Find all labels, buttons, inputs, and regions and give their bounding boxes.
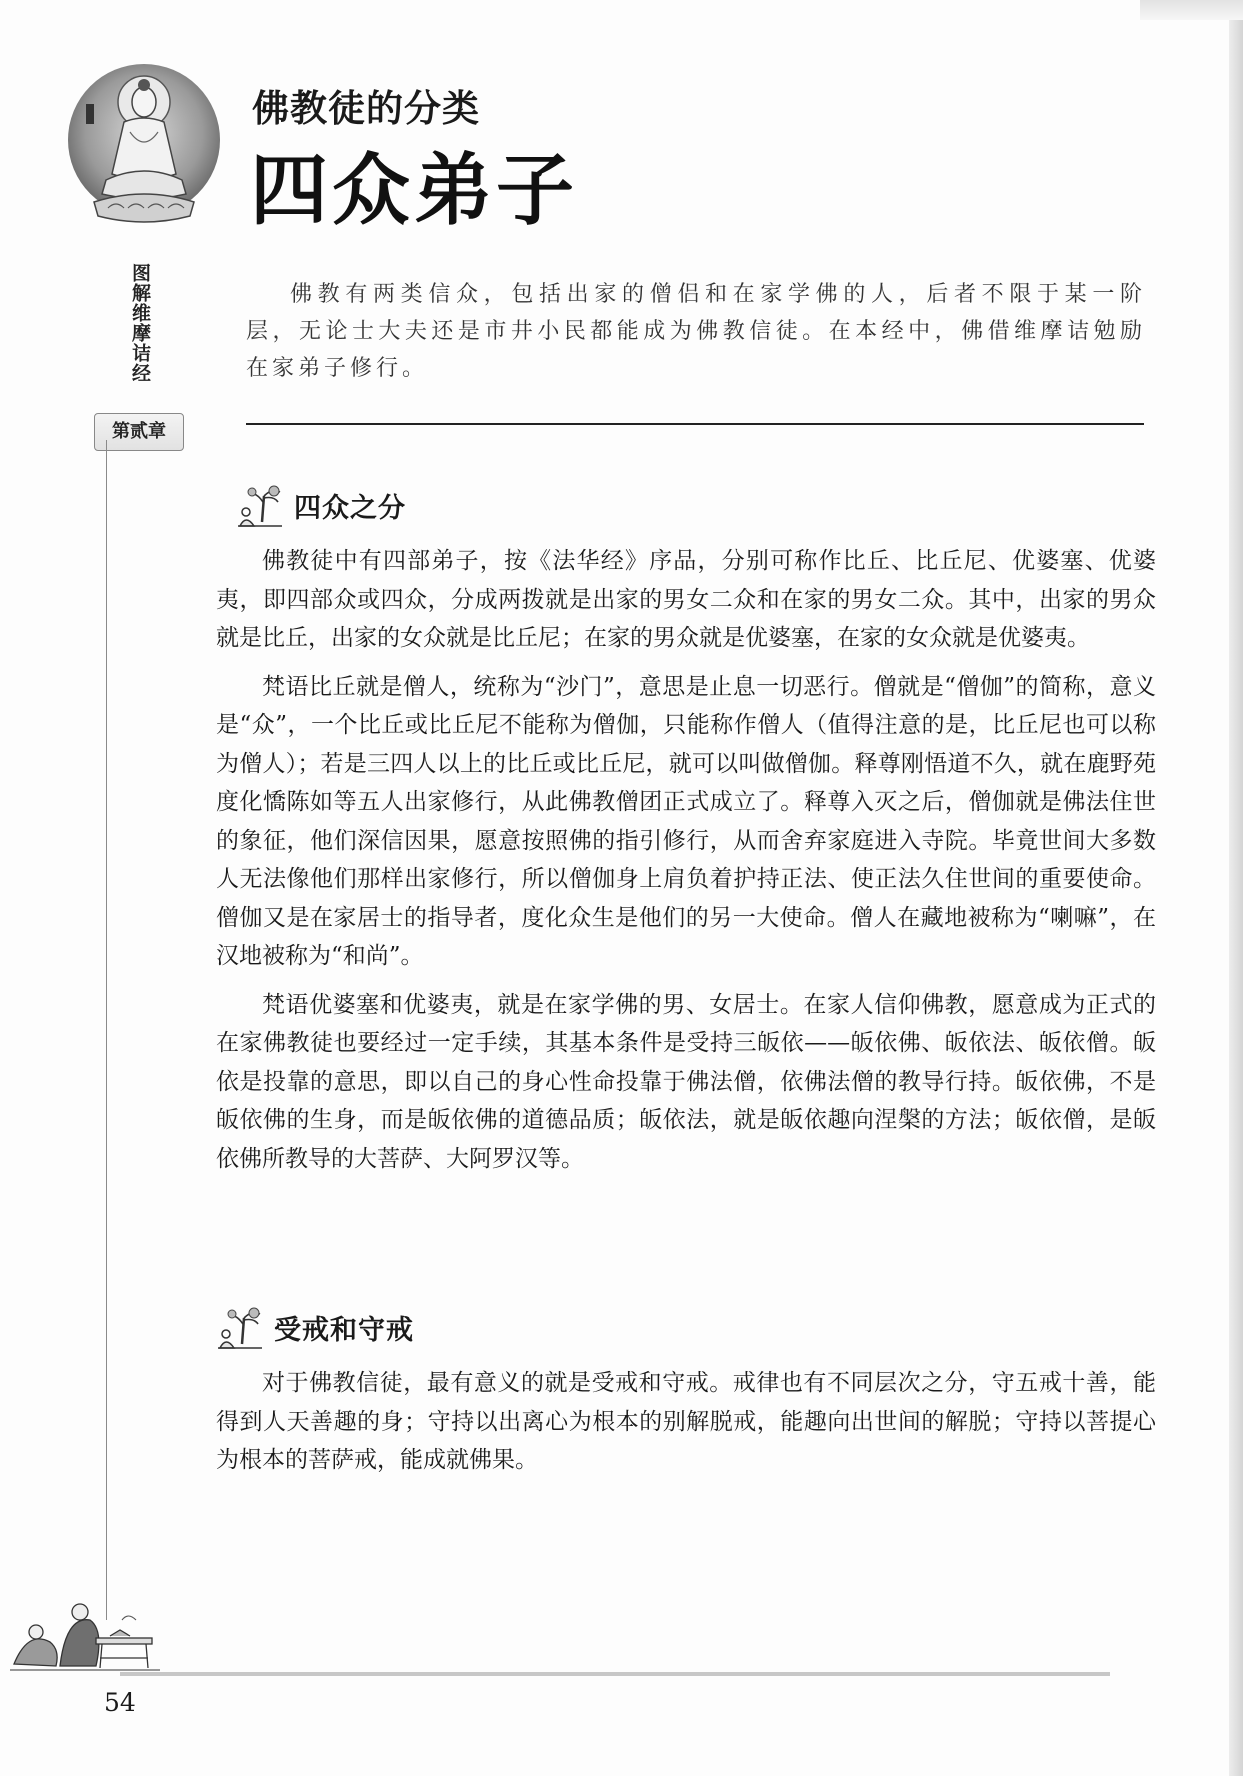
body-paragraph: 佛教徒中有四部弟子，按《法华经》序品，分别可称作比丘、比丘尼、优婆塞、优婆夷，即四部众或四众，分成两拨就是出家的男女二众和在家的男女二众。其中，出家的男众就是比丘，出家的女众就是比丘尼；在家的男众就是优婆塞，在家的女众就是优婆夷。 xyxy=(216,548,1156,651)
seated-buddha-emblem-icon xyxy=(64,62,224,232)
section-title: 四众之分 xyxy=(294,492,406,524)
section-title: 受戒和守戒 xyxy=(274,1314,414,1346)
page-subtitle: 佛教徒的分类 xyxy=(252,87,480,130)
scan-edge-top xyxy=(1140,0,1243,20)
section-four-assemblies xyxy=(216,480,1156,1178)
scholar-under-tree-icon xyxy=(236,482,284,528)
book-title-vertical: 图解维摩诘经 xyxy=(129,263,151,383)
body-paragraph: 对于佛教信徒，最有意义的就是受戒和守戒。戒律也有不同层次之分，守五戒十善，能得到人天善趣的身；守持以出离心为根本的别解脱戒，能趣向出世间的解脱；守持以菩提心为根本的菩萨戒，能成就佛果。 xyxy=(216,1370,1156,1473)
section-body xyxy=(216,542,1156,1178)
body-paragraph: 梵语比丘就是僧人，统称为“沙门”，意思是止息一切恶行。僧就是“僧伽”的简称，意义是“众”，一个比丘或比丘尼不能称为僧伽，只能称作僧人（值得注意的是，比丘尼也可以称为僧人）；若是三四人以上的比丘或比丘尼，就可以叫做僧伽。释尊刚悟道不久，就在鹿野苑度化憍陈如等五人出家修行，从此佛教僧团正式成立了。释尊入灭之后，僧伽就是佛法住世的象征，他们深信因果，愿意按照佛的指引修行，从而舍弃家庭进入寺院。毕竟世间大多数人无法像他们那样出家修行，所以僧伽身上肩负着护持正法、使正法久住世间的重要使命。僧伽又是在家居士的指导者，度化众生是他们的另一大使命。僧人在藏地被称为“喇嘛”，在汉地被称为“和尚”。 xyxy=(216,673,1156,969)
intro-divider xyxy=(246,423,1144,425)
section-precepts xyxy=(216,1302,1156,1480)
scholar-under-tree-icon xyxy=(216,1304,264,1350)
section-heading xyxy=(216,1302,1156,1352)
body-paragraph: 梵语优婆塞和优婆夷，就是在家学佛的男、女居士。在家人信仰佛教，愿意成为正式的在家佛教徒也要经过一定手续，其基本条件是受持三皈依——皈依佛、皈依法、皈依僧。皈依是投靠的意思，即以自己的身心性命投靠于佛法僧，依佛法僧的教导行持。皈依佛，不是皈依佛的生身，而是皈依佛的道德品质；皈依法，就是皈依趣向涅槃的方法；皈依僧，是皈依佛所教导的大菩萨、大阿罗汉等。 xyxy=(216,991,1156,1172)
section-heading xyxy=(236,480,1156,530)
intro-paragraph: 佛教有两类信众，包括出家的僧侣和在家学佛的人，后者不限于某一阶层，无论士大夫还是市井小民都能成为佛教信徒。在本经中，佛借维摩诘勉励在家弟子修行。 xyxy=(246,282,1146,381)
page-number: 54 xyxy=(104,1688,136,1717)
scan-edge-right xyxy=(1229,0,1243,1776)
chapter-tab: 第贰章 xyxy=(94,413,184,451)
margin-rule xyxy=(106,440,107,1620)
page-title: 四众弟子 xyxy=(250,146,579,236)
monks-reading-scene-icon xyxy=(10,1590,160,1674)
footer-rule xyxy=(120,1672,1110,1676)
section-body xyxy=(216,1364,1156,1480)
